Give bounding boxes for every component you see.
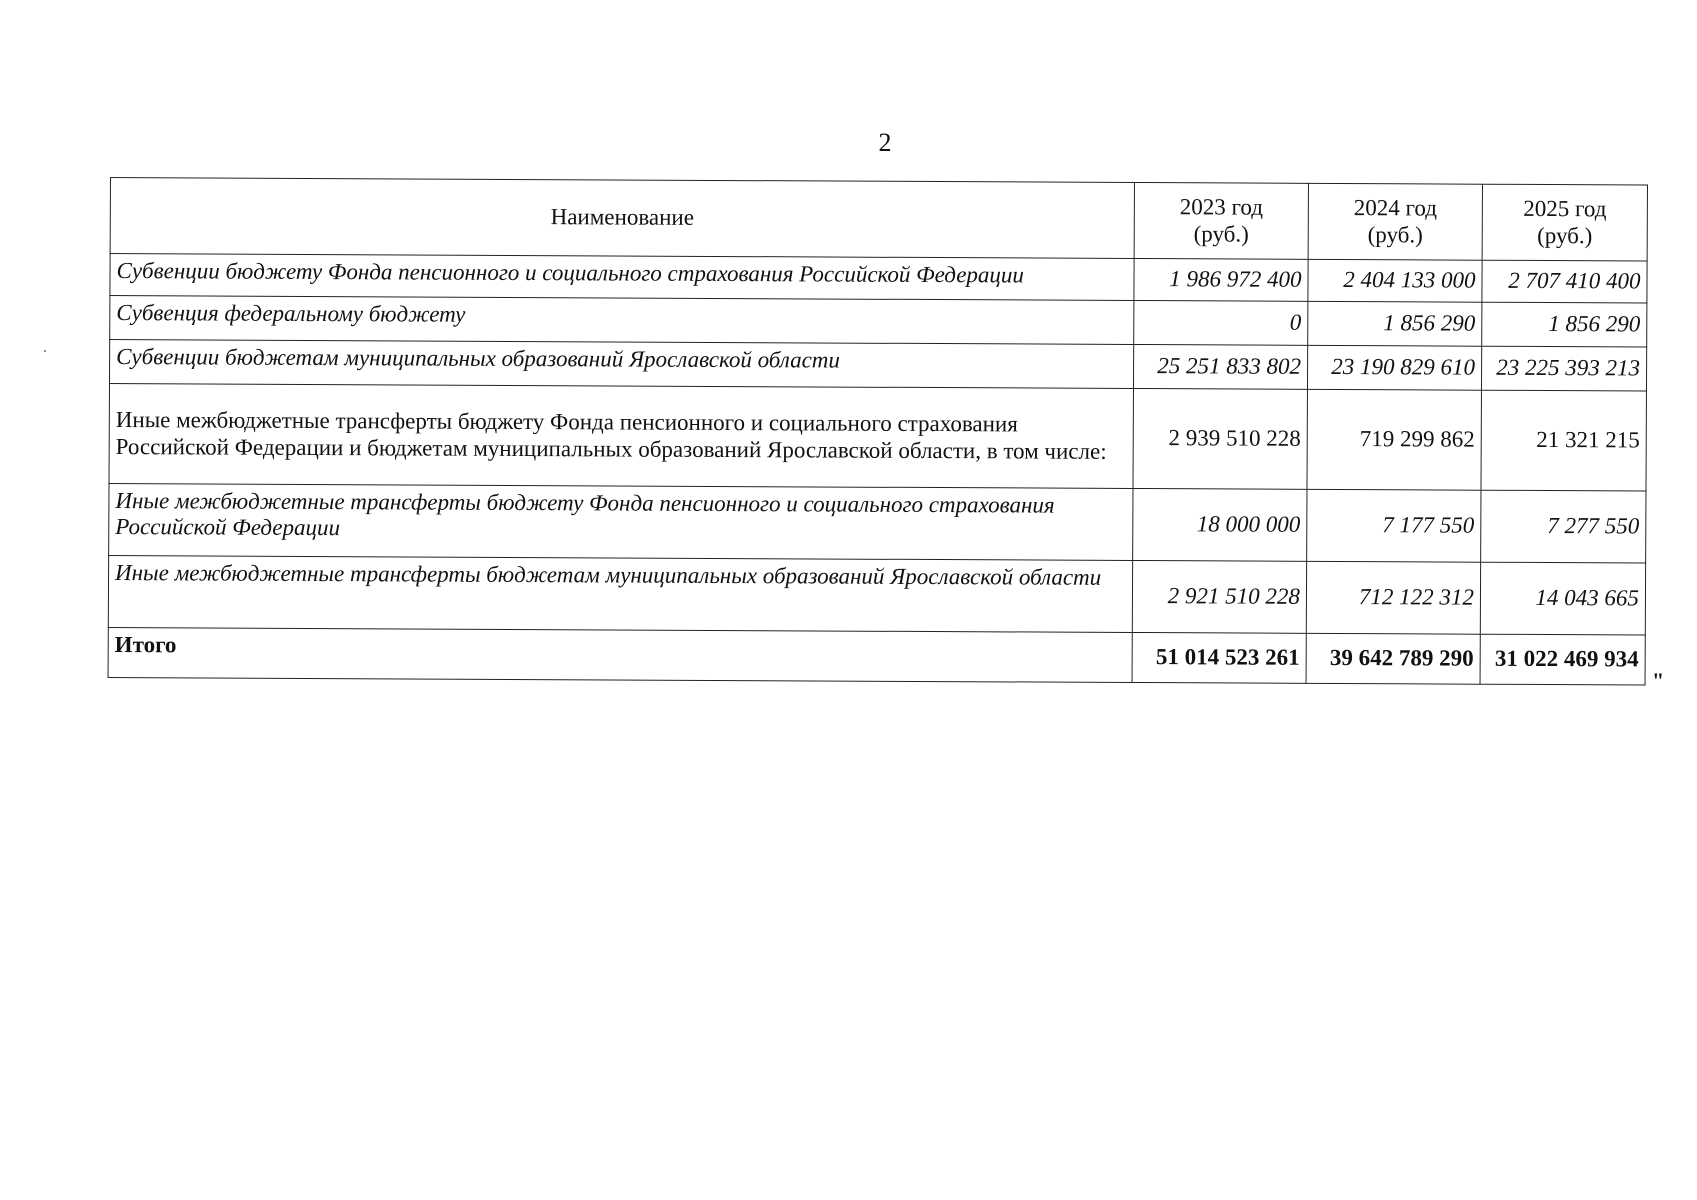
header-name: Наименование [110, 178, 1134, 259]
row-value-2025: 14 043 665 [1480, 562, 1645, 635]
budget-table [108, 177, 1648, 686]
header-unit-label: (руб.) [1367, 221, 1423, 247]
row-value-2023: 0 [1134, 301, 1308, 346]
row-name: Субвенции бюджету Фонда пенсионного и социального страхования Российской Федерации [110, 254, 1134, 301]
row-value-2023: 51 014 523 261 [1132, 633, 1306, 684]
row-value-2023: 1 986 972 400 [1134, 259, 1308, 302]
row-value-2025: 31 022 469 934 [1480, 634, 1645, 685]
closing-quote: " [1652, 668, 1665, 693]
row-value-2024: 23 190 829 610 [1307, 345, 1481, 390]
table-header-row [110, 178, 1647, 262]
row-name: Субвенции бюджетам муниципальных образований Ярославской области [109, 340, 1133, 389]
row-value-2025: 21 321 215 [1481, 390, 1646, 491]
header-year-2025 [1482, 184, 1647, 261]
row-value-2024: 719 299 862 [1307, 389, 1481, 490]
header-year-2023 [1134, 183, 1308, 260]
row-value-2023: 18 000 000 [1133, 489, 1307, 562]
row-value-2023: 2 921 510 228 [1132, 561, 1306, 634]
scan-speck [44, 350, 46, 352]
row-name: Иные межбюджетные трансферты бюджету Фонда пенсионного и социального страхования Российской Федерации [109, 483, 1133, 560]
table-row [109, 340, 1646, 392]
row-name: Иные межбюджетные трансферты бюджету Фонда пенсионного и социального страхования Российской Федерации и бюджетам муниципальных образований Ярославской области, в том числе: [109, 383, 1133, 488]
page-number: 2 [878, 128, 892, 157]
row-value-2023: 2 939 510 228 [1133, 389, 1307, 490]
row-value-2024: 39 642 789 290 [1306, 633, 1480, 684]
row-name: Иные межбюджетные трансферты бюджетам муниципальных образований Ярославской области [108, 555, 1132, 632]
header-unit-label: (руб.) [1537, 222, 1593, 248]
header-unit-label: (руб.) [1193, 220, 1249, 247]
table-row [109, 383, 1646, 491]
row-value-2024: 2 404 133 000 [1308, 259, 1482, 302]
header-year-2024 [1308, 183, 1482, 260]
row-name: Субвенция федеральному бюджету [110, 296, 1134, 345]
table-row-total [108, 627, 1645, 685]
row-value-2025: 2 707 410 400 [1482, 260, 1647, 303]
row-value-2025: 1 856 290 [1482, 302, 1647, 347]
row-value-2024: 1 856 290 [1308, 301, 1482, 346]
row-value-2024: 7 177 550 [1307, 489, 1481, 562]
header-year-label: 2024 год [1353, 195, 1438, 221]
row-value-2023: 25 251 833 802 [1133, 345, 1307, 390]
row-name: Итого [108, 627, 1132, 682]
header-year-label: 2025 год [1523, 195, 1607, 222]
table-row [110, 296, 1647, 348]
header-year-label: 2023 год [1179, 194, 1264, 220]
table-row [109, 483, 1646, 563]
table-row [110, 254, 1647, 304]
row-value-2024: 712 122 312 [1306, 561, 1480, 634]
row-value-2025: 7 277 550 [1481, 490, 1646, 563]
table-row [108, 555, 1645, 635]
row-value-2025: 23 225 393 213 [1481, 346, 1646, 391]
